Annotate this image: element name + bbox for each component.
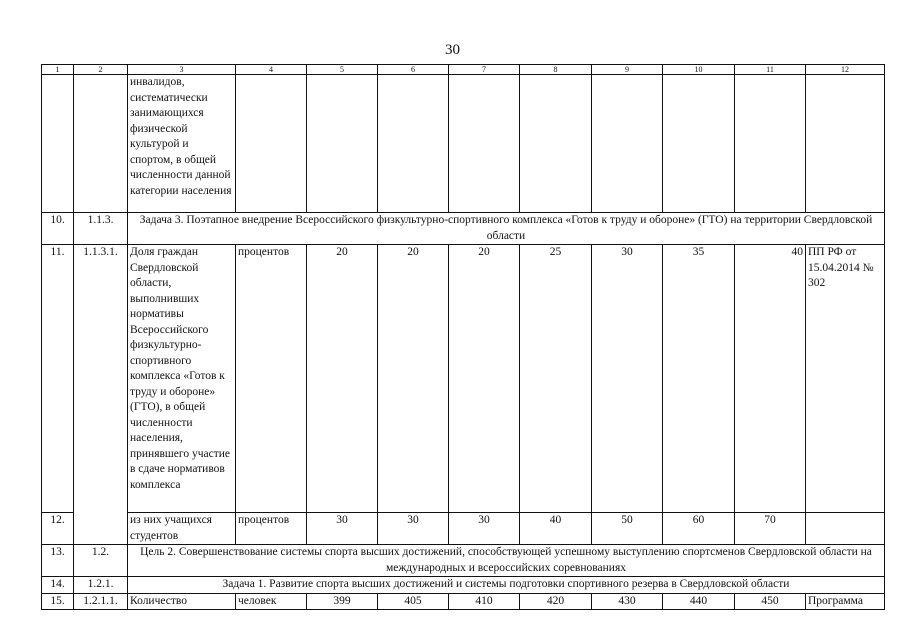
source-cell: Программа	[806, 593, 885, 610]
column-number: 10	[663, 65, 735, 75]
value-cell: 40	[520, 513, 592, 545]
table-row-indicator	[42, 245, 885, 513]
value-cell: 440	[663, 593, 735, 610]
value-cell: 25	[520, 245, 592, 513]
value-cell: 60	[663, 513, 735, 545]
table-row-indicator	[42, 593, 885, 610]
column-number: 4	[236, 65, 307, 75]
value-cell: 20	[378, 245, 449, 513]
column-numbers-row	[42, 65, 885, 75]
table-row-continuation	[42, 75, 885, 213]
task-heading: Задача 1. Развитие спорта высших достижений и системы подготовки спортивного резерва в Свердловской области	[128, 577, 885, 594]
value-cell: 20	[449, 245, 520, 513]
value-cell: 420	[520, 593, 592, 610]
row-number: 13.	[42, 545, 74, 577]
value-cell: 405	[378, 593, 449, 610]
value-cell: 35	[663, 245, 735, 513]
row-number: 10.	[42, 213, 74, 245]
table-row-task	[42, 213, 885, 245]
column-number: 5	[307, 65, 378, 75]
value-cell: 30	[307, 513, 378, 545]
value-cell: 20	[307, 245, 378, 513]
value-cell: 50	[592, 513, 663, 545]
column-number: 6	[378, 65, 449, 75]
value-cell: 450	[735, 593, 806, 610]
page-number: 30	[445, 42, 460, 58]
value-cell: 30	[592, 245, 663, 513]
goal-heading: Цель 2. Совершенствование системы спорта высших достижений, способствующей успешному выступлению спортсменов Свердловской области на международных и всероссийских соревнованиях	[128, 545, 885, 577]
row-code: 1.1.3.	[74, 213, 128, 245]
column-number: 2	[74, 65, 128, 75]
indicator-description: из них учащихся студентов	[128, 513, 236, 545]
column-number: 3	[128, 65, 236, 75]
unit-cell: человек	[236, 593, 307, 610]
indicator-description: Доля граждан Свердловской области, выполнивших нормативы Всероссийского физкультурно-спортивного комплекса «Готов к труду и обороне» (ГТО), в общей численности населения, принявшего участие в сдаче нормативов комплекса	[128, 245, 236, 513]
indicators-table	[41, 64, 885, 610]
table-row-goal	[42, 545, 885, 577]
value-cell: 410	[449, 593, 520, 610]
row-code: 1.2.1.1.	[74, 593, 128, 610]
value-cell: 30	[449, 513, 520, 545]
unit-cell: процентов	[236, 513, 307, 545]
value-cell: 70	[735, 513, 806, 545]
column-number: 1	[42, 65, 74, 75]
row-number: 14.	[42, 577, 74, 594]
row-code: 1.2.1.	[74, 577, 128, 594]
row-number: 15.	[42, 593, 74, 610]
column-number: 12	[806, 65, 885, 75]
unit-cell: процентов	[236, 245, 307, 513]
column-number: 9	[592, 65, 663, 75]
source-cell: ПП РФ от 15.04.2014 № 302	[806, 245, 885, 513]
value-cell: 399	[307, 593, 378, 610]
column-number: 7	[449, 65, 520, 75]
row-code: 1.2.	[74, 545, 128, 577]
task-heading: Задача 3. Поэтапное внедрение Всероссийского физкультурно-спортивного комплекса «Готов к труду и обороне» (ГТО) на территории Свердловской области	[128, 213, 885, 245]
indicator-description: Количество	[128, 593, 236, 610]
table-row-task	[42, 577, 885, 594]
column-number: 11	[735, 65, 806, 75]
column-number: 8	[520, 65, 592, 75]
value-cell: 430	[592, 593, 663, 610]
value-cell: 40	[735, 245, 806, 513]
row-number: 12.	[42, 513, 74, 545]
row-number: 11.	[42, 245, 74, 513]
indicator-description: инвалидов, систематически занимающихся физической культурой и спортом, в общей численности данной категории населения	[128, 75, 236, 213]
value-cell: 30	[378, 513, 449, 545]
table-row-indicator	[42, 513, 885, 545]
row-code: 1.1.3.1.	[74, 245, 128, 545]
